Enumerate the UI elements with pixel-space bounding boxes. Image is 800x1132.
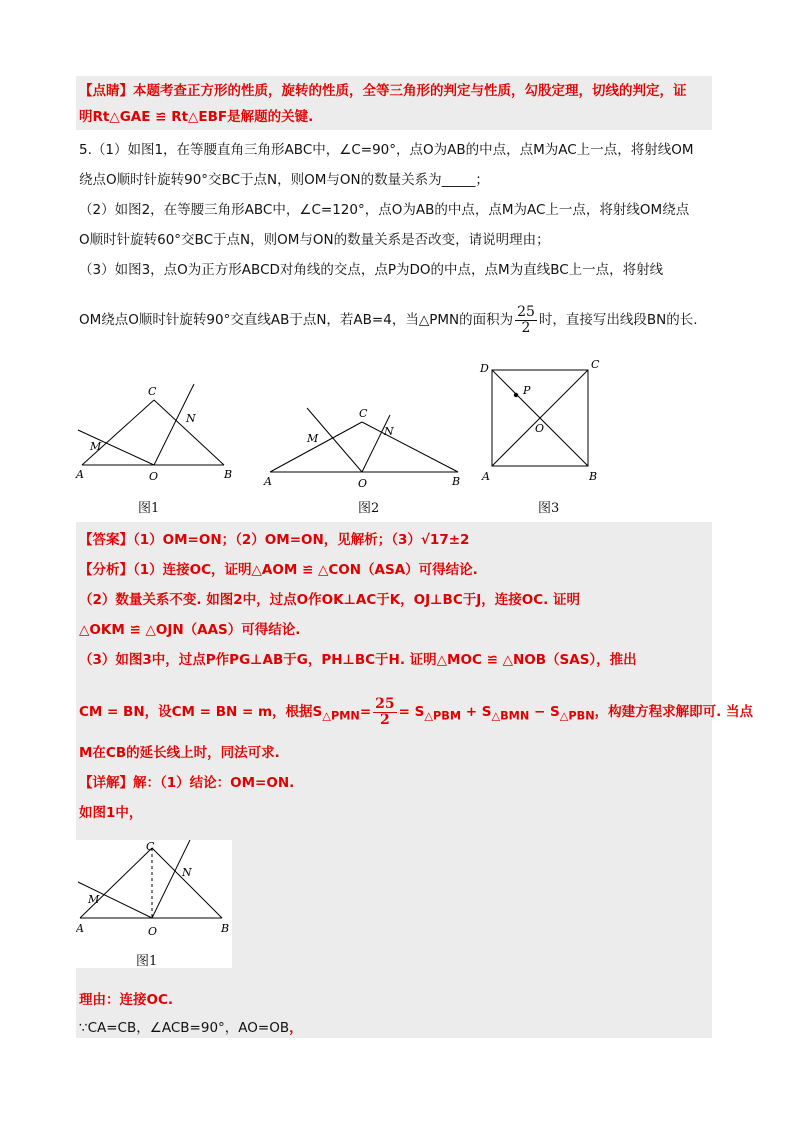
problem-line-6a: OM绕点O顺时针旋转90°交直线AB于点N，若AB=4，当△PMN的面积为 bbox=[79, 312, 514, 328]
fig1-label-B: B bbox=[224, 468, 233, 481]
analysis-5-sub3: △BMN bbox=[491, 709, 530, 723]
analysis-line-5 bbox=[79, 690, 753, 739]
problem-line-3: （2）如图2，在等腰三角形ABC中，∠C=120°，点O为AB的中点，点M为AC上一点，将射线OM绕点 bbox=[79, 202, 690, 218]
fig3-label-A: A bbox=[482, 470, 490, 483]
analysis-line-3: △OKM ≌ △OJN（AAS）可得结论. bbox=[79, 622, 301, 638]
analysis-5-sub2: △PBM bbox=[424, 709, 462, 723]
dianjing-line-2: 明Rt△GAE ≌ Rt△EBF是解题的关键. bbox=[79, 109, 314, 125]
figure-2-caption: 图2 bbox=[358, 501, 380, 516]
fig3-label-B: B bbox=[589, 470, 598, 483]
problem-line-5: （3）如图3，点O为正方形ABCD对角线的交点，点P为DO的中点，点M为直线BC上一点，将射线 bbox=[79, 262, 664, 278]
fig2-label-B: B bbox=[452, 475, 461, 488]
detail-label-B: B bbox=[221, 922, 230, 935]
fig2-label-O: O bbox=[358, 477, 368, 490]
figure-1 bbox=[74, 380, 244, 490]
answer-text: （1）OM=ON；（2）OM=ON，见解析；（3）√17±2 bbox=[133, 532, 470, 548]
detail-line-1: 【详解】解：（1）结论：OM=ON. bbox=[79, 775, 295, 791]
detail-line-2: 如图1中， bbox=[79, 805, 143, 821]
detail-figure-caption: 图1 bbox=[136, 954, 158, 969]
analysis-text-1: （1）连接OC，证明△AOM ≌ △CON（ASA）可得结论. bbox=[133, 562, 478, 578]
analysis-line-2: （2）数量关系不变. 如图2中，过点O作OK⊥AC于K，OJ⊥BC于J，连接OC. 证明 bbox=[79, 592, 580, 608]
dianjing-line-1: 【点睛】本题考查正方形的性质，旋转的性质，全等三角形的判定与性质，勾股定理，切线的判定，证 bbox=[79, 83, 687, 99]
analysis-tag: 【分析】 bbox=[79, 562, 133, 578]
figure-3 bbox=[478, 360, 608, 490]
detail-last-a: ∵CA=CB，∠ACB=90°，AO=OB bbox=[79, 1020, 290, 1036]
analysis-line-4: （3）如图3中，过点P作PG⊥AB于G，PH⊥BC于H. 证明△MOC ≌ △NOB（SAS），推出 bbox=[79, 652, 637, 668]
problem-line-6b: 时，直接写出线段BN的长. bbox=[538, 312, 698, 328]
analysis-5a: CM = BN，设CM = BN = m，根据S bbox=[79, 704, 323, 720]
fig3-label-D: D bbox=[480, 362, 489, 375]
fig2-label-N: N bbox=[384, 425, 394, 438]
detail-last-line bbox=[79, 1018, 303, 1038]
analysis-5-sub4: △PBN bbox=[559, 709, 595, 723]
answer-line bbox=[79, 530, 469, 550]
problem-line-2: 绕点O顺时针旋转90°交BC于点N，则OM与ON的数量关系为_____； bbox=[79, 172, 489, 188]
analysis-5d: − S bbox=[529, 704, 560, 720]
analysis-5b: = S bbox=[398, 704, 425, 720]
fig1-label-O: O bbox=[149, 470, 159, 483]
figure-2 bbox=[262, 400, 472, 490]
fig2-label-C: C bbox=[359, 407, 368, 420]
problem-line-4: O顺时针旋转60°交BC于点N，则OM与ON的数量关系是否改变，请说明理由； bbox=[79, 232, 550, 248]
figure-3-caption: 图3 bbox=[538, 501, 560, 516]
analysis-5c: + S bbox=[461, 704, 492, 720]
analysis-5-eq: = bbox=[359, 704, 372, 720]
figure-1-caption: 图1 bbox=[138, 501, 160, 516]
area-fraction: $\frac{25}{2}$ bbox=[517, 303, 535, 336]
analysis-line-1 bbox=[79, 560, 478, 580]
fig2-label-A: A bbox=[264, 475, 272, 488]
detail-figure-1 bbox=[76, 840, 232, 940]
fig1-label-N: N bbox=[186, 412, 196, 425]
answer-tag: 【答案】 bbox=[79, 532, 133, 548]
fig3-label-C: C bbox=[591, 360, 600, 371]
analysis-5e: ，构建方程求解即可. 当点 bbox=[594, 704, 753, 720]
fig3-label-O: O bbox=[535, 422, 545, 435]
fig3-label-P: P bbox=[523, 384, 531, 397]
detail-label-O: O bbox=[148, 925, 158, 938]
problem-line-1: 5.（1）如图1，在等腰直角三角形ABC中，∠C=90°，点O为AB的中点，点M为AC上一点，将射线OM bbox=[79, 142, 694, 158]
detail-label-M: M bbox=[88, 893, 100, 906]
detail-label-A: A bbox=[76, 922, 84, 935]
analysis-line-6: M在CB的延长线上时，同法可求. bbox=[79, 745, 280, 761]
detail-last-b: ， bbox=[289, 1020, 303, 1036]
detail-reason: 理由：连接OC. bbox=[79, 992, 174, 1008]
fig1-label-A: A bbox=[76, 468, 84, 481]
analysis-5-sub1: △PMN bbox=[322, 709, 360, 723]
fig1-label-C: C bbox=[148, 385, 157, 398]
detail-label-N: N bbox=[182, 866, 192, 879]
analysis-fraction: $\frac{25}{2}$ bbox=[375, 695, 395, 728]
fig2-label-M: M bbox=[307, 432, 319, 445]
problem-line-6 bbox=[79, 300, 698, 340]
detail-label-C: C bbox=[146, 840, 155, 853]
fig1-label-M: M bbox=[90, 440, 102, 453]
